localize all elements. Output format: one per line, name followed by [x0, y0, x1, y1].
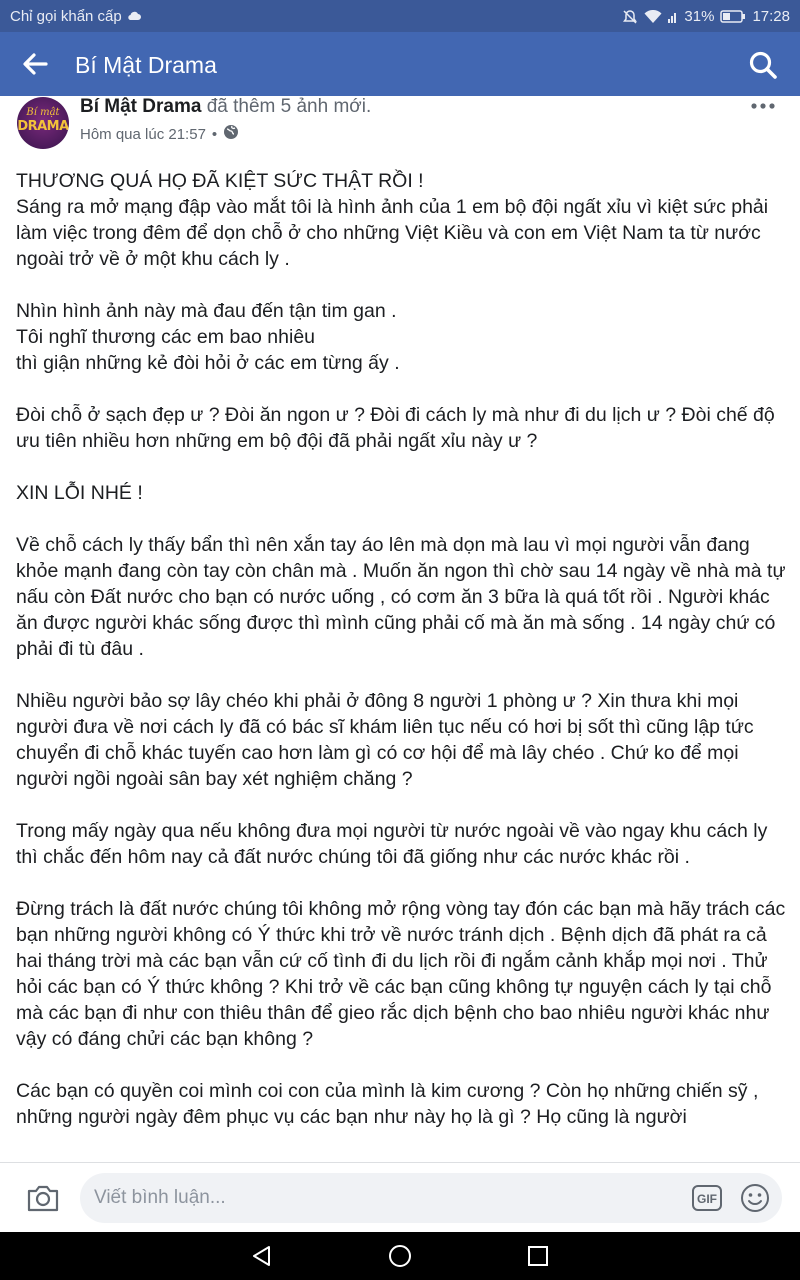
- system-nav-bar: [0, 1232, 800, 1280]
- paragraph-line: Trong mấy ngày qua nếu không đưa mọi người từ nước ngoài về vào ngay khu cách ly thì chắc đến hôm nay cả đất nước chúng tôi đã giống như các nước khác rồi .: [16, 820, 768, 868]
- gif-icon[interactable]: [692, 1185, 722, 1211]
- post-body: [16, 168, 791, 1130]
- paragraph-line: thì giận những kẻ đòi hỏi ở các em từng ấy .: [16, 352, 400, 374]
- clock: 17:28: [752, 8, 790, 25]
- status-bar: [0, 0, 800, 32]
- comment-placeholder: Viết bình luận...: [94, 1187, 226, 1208]
- gif-label: GIF: [697, 1192, 717, 1206]
- paragraph-line: XIN LỖI NHÉ !: [16, 482, 143, 504]
- post-action: đã thêm 5 ảnh mới.: [206, 96, 372, 117]
- battery-percent: 31%: [684, 8, 715, 25]
- square-recents-icon[interactable]: [526, 1244, 550, 1268]
- paragraph-line: Nhiều người bảo sợ lây chéo khi phải ở đông 8 người 1 phòng ư ? Xin thưa khi mọi người đưa về nơi cách ly đã có bác sĩ khám liên tục nếu có hơi bị sốt thì cũng lập tức chuyển đi chỗ khác tuyến cao hơn làm gì có cơ hội để mà lây chéo . Chứ ko để mọi người ngồi ngoài sân bay xét nghiệm chăng ?: [16, 690, 754, 790]
- paragraph-line: Sáng ra mở mạng đập vào mắt tôi là hình ảnh của 1 em bộ đội ngất xỉu vì kiệt sức phải làm việc trong đêm để dọn chỗ ở cho những Việt Kiều và con em Việt Nam ta từ nước ngoài trở về ở một khu cách ly .: [16, 196, 769, 270]
- paragraph-7: [16, 818, 791, 870]
- paragraph-line: Các bạn có quyền coi mình coi con của mình là kim cương ? Còn họ những chiến sỹ , những người ngày đêm phục vụ các bạn như này họ là gì ? Họ cũng là người: [16, 1080, 759, 1128]
- app-bar: [0, 32, 800, 96]
- circle-home-icon[interactable]: [388, 1244, 412, 1268]
- paragraph-line: Tôi nghĩ thương các em bao nhiêu: [16, 326, 316, 348]
- author-name[interactable]: Bí Mật Drama: [80, 96, 202, 117]
- paragraph-line: Đòi chỗ ở sạch đẹp ư ? Đòi ăn ngon ư ? Đòi đi cách ly mà như đi du lịch ư ? Đòi chế độ ưu tiên nhiều hơn những em bộ đội đã phải ngất xỉu này ư ?: [16, 404, 775, 452]
- paragraph-line: Về chỗ cách ly thấy bẩn thì nên xắn tay áo lên mà dọn mà lau vì mọi người vẫn đang khỏe mạnh đang còn tay còn chân mà . Muốn ăn ngon thì chờ sau 14 ngày về nhà mà tự nấu còn Đất nước cho bạn có nước uống , có cơm ăn 3 bữa là quá tốt rồi . Người khác ăn được người khác sống được thì mình cũng phải cố mà ăn mà sống . 14 ngày chứ có phải đi tù đâu .: [16, 534, 786, 660]
- paragraph-8: [16, 896, 791, 1052]
- mute-icon: [622, 9, 638, 25]
- avatar-text-top: Bí mật: [26, 107, 60, 118]
- avatar-text-bottom: DRAMA: [17, 119, 69, 134]
- paragraph-line: Đừng trách là đất nước chúng tôi không mở rộng vòng tay đón các bạn mà hãy trách các bạn những người không có Ý thức khi trở về nước tránh dịch . Bệnh dịch đã phát ra cả hai tháng trời mà các bạn vẫn cứ cố tình đi du lịch rồi đi ngắm cảnh khắp mọi nơi . Thử hỏi các bạn có Ý thức không ? Khi trở về các bạn cũng không tự nguyện cách ly tại chỗ mà các bạn đi như con thiêu thân để gieo rắc dịch bệnh cho bao nhiêu người khác như vậy có đáng chửi các bạn không ?: [16, 898, 786, 1050]
- more-horizontal-icon[interactable]: [750, 96, 776, 116]
- comment-bar: [0, 1162, 800, 1233]
- paragraph-line: Nhìn hình ảnh này mà đau đến tận tim gan .: [16, 300, 397, 322]
- paragraph-9: [16, 1078, 791, 1130]
- post-header: [80, 96, 371, 118]
- arrow-left-icon[interactable]: [20, 50, 50, 78]
- paragraph-4: [16, 480, 791, 506]
- cloud-icon: [126, 10, 142, 21]
- timestamp[interactable]: Hôm qua lúc 21:57: [80, 125, 206, 143]
- paragraph-5: [16, 532, 791, 662]
- smiley-icon[interactable]: [740, 1183, 770, 1213]
- comment-input[interactable]: [80, 1173, 782, 1223]
- page-title: Bí Mật Drama: [75, 52, 217, 78]
- paragraph-6: [16, 688, 791, 792]
- paragraph-line: THƯƠNG QUÁ HỌ ĐÃ KIỆT SỨC THẬT RỒI !: [16, 170, 424, 192]
- triangle-back-icon[interactable]: [250, 1244, 274, 1268]
- paragraph-2: [16, 298, 791, 376]
- paragraph-3: [16, 402, 791, 454]
- carrier-text: Chỉ gọi khẩn cấp: [10, 8, 122, 25]
- paragraph-1: [16, 168, 791, 272]
- meta-separator: •: [211, 125, 218, 143]
- avatar[interactable]: [17, 97, 69, 149]
- camera-icon[interactable]: [26, 1183, 60, 1213]
- signal-icon: [668, 10, 678, 24]
- battery-icon: [720, 10, 746, 23]
- search-icon[interactable]: [748, 50, 778, 80]
- post-meta: [80, 124, 239, 144]
- globe-icon: [223, 124, 239, 144]
- wifi-icon: [644, 10, 662, 24]
